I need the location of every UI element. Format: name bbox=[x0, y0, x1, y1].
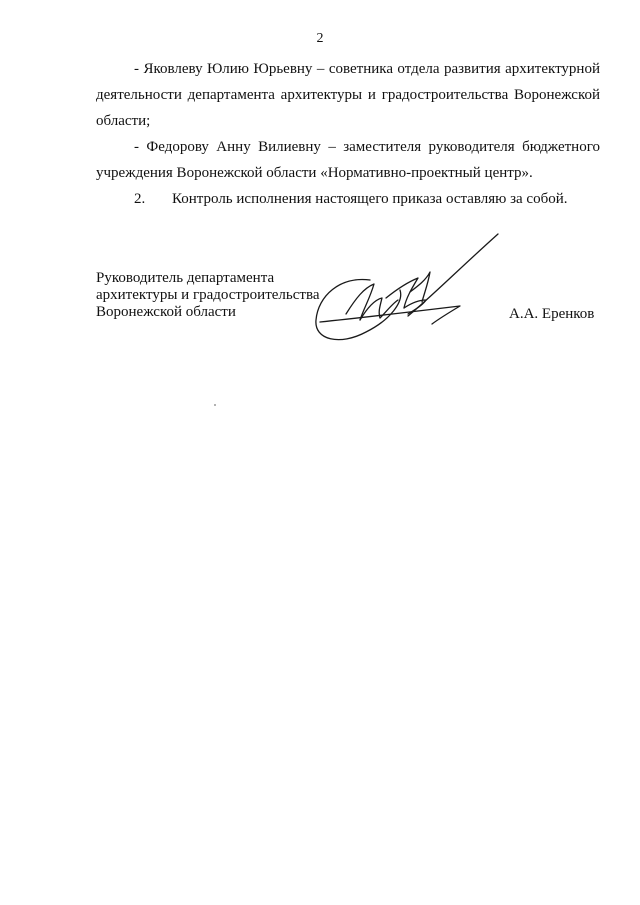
numbered-item bbox=[96, 186, 600, 212]
item-text: Контроль исполнения настоящего приказа оставляю за собой. bbox=[172, 191, 568, 207]
item-number: 2. bbox=[134, 191, 146, 207]
paragraph-fedorova: - Федорову Анну Вилиевну – заместителя руководителя бюджетного учреждения Воронежской области «Нормативно-проектный центр». bbox=[96, 139, 600, 181]
handwritten-signature bbox=[300, 228, 510, 358]
scan-speck bbox=[214, 404, 216, 406]
signatory-name: А.А. Еренков bbox=[509, 306, 595, 322]
position-line: архитектуры и градостроительства bbox=[96, 287, 320, 303]
page-number: 2 bbox=[316, 31, 324, 46]
document-body bbox=[96, 56, 600, 212]
position-line: Руководитель департамента bbox=[96, 270, 275, 286]
position-line: Воронежской области bbox=[96, 304, 236, 320]
paragraph-yakovleva: - Яковлеву Юлию Юрьевну – советника отдела развития архитектурной деятельности департамента архитектуры и градостроительства Воронежской области; bbox=[96, 61, 600, 129]
